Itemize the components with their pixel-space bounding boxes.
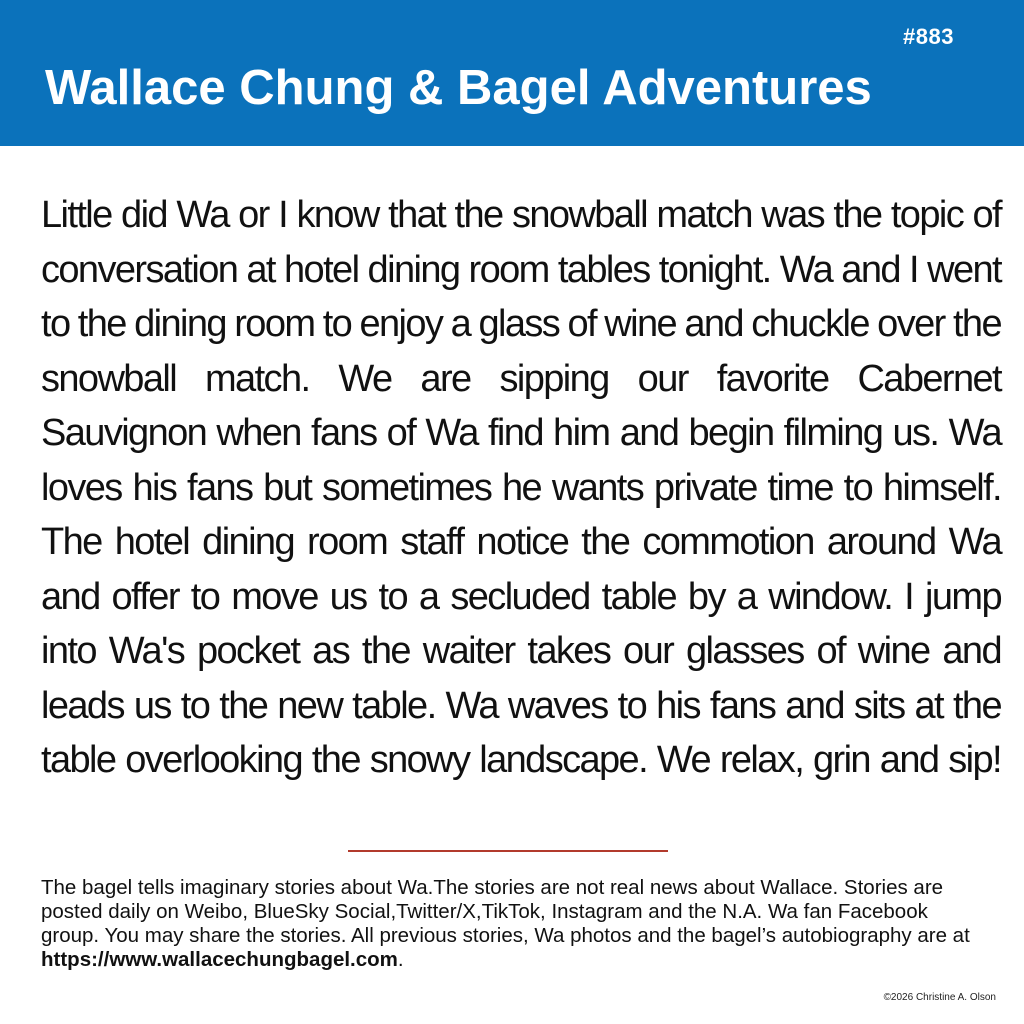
- copyright-notice: ©2026 Christine A. Olson: [883, 992, 996, 1003]
- disclaimer-text: The bagel tells imaginary stories about Wa.The stories are not real news about Wallace. Stories are posted daily on Weibo, BlueSky Social,Twitter/X,TikTok, Instagram and the N.A. Wa fan Facebook group. You may share the stories. All previous stories, Wa photos and the bagel’s autobiography are at: [41, 876, 970, 947]
- story-text: Little did Wa or I know that the snowball match was the topic of conversation at hotel dining room tables tonight. Wa and I went to the dining room to enjoy a glass of wine and chuckle over the snowball match. We are sipping our favorite Cabernet Sauvignon when fans of Wa find him and begin filming us. Wa loves his fans but sometimes he wants private time to himself. The hotel dining room staff notice the commotion around Wa and offer to move us to a secluded table by a window. I jump into Wa's pocket as the waiter takes our glasses of wine and leads us to the new table. Wa waves to his fans and sits at the table overlooking the snowy landscape. We relax, grin and sip!: [41, 194, 1001, 781]
- disclaimer: [41, 876, 981, 972]
- divider-line: [348, 850, 668, 852]
- header-banner: [0, 0, 1024, 146]
- page-title: Wallace Chung & Bagel Adventures: [45, 61, 872, 115]
- issue-number: #883: [903, 24, 954, 49]
- website-link[interactable]: https://www.wallacechungbagel.com: [41, 948, 398, 971]
- disclaimer-period: .: [397, 948, 404, 971]
